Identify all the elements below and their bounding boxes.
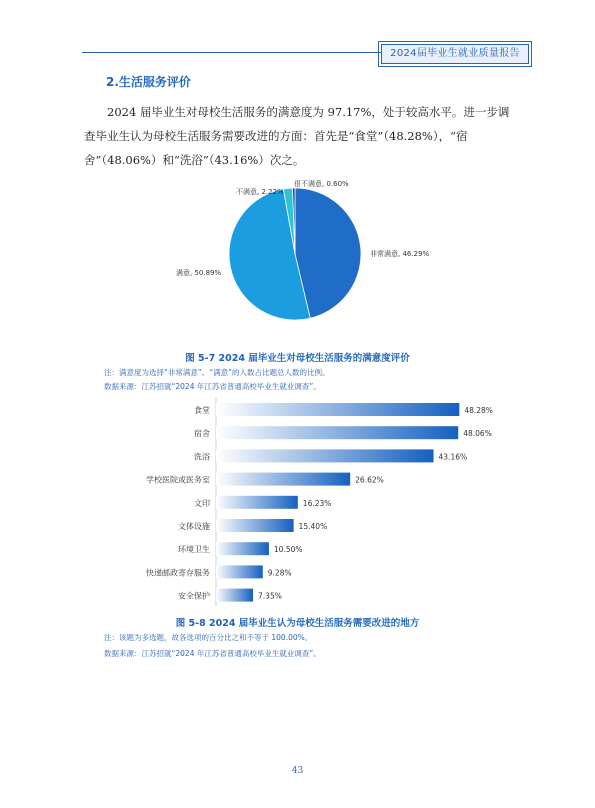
improvement-bar-chart bbox=[100, 398, 530, 608]
bar-category-label-3: 学校医院或医务室 bbox=[146, 475, 210, 485]
bar-1 bbox=[216, 426, 458, 439]
pie-label-1: 满意, 50.89% bbox=[176, 269, 222, 277]
bar-value-label-3: 26.62% bbox=[355, 475, 384, 485]
bar-6 bbox=[216, 542, 269, 555]
bar-category-label-4: 文印 bbox=[194, 498, 210, 508]
bar-value-label-0: 48.28% bbox=[464, 406, 493, 415]
figure-5-8-caption: 图 5-8 2024 届毕业生认为母校生活服务需要改进的地方 bbox=[175, 618, 420, 629]
bar-7 bbox=[216, 565, 263, 578]
bar-category-label-2: 洗浴 bbox=[194, 452, 210, 462]
bar-category-label-1: 宿舍 bbox=[194, 429, 210, 439]
bar-value-label-2: 43.16% bbox=[438, 452, 468, 462]
pie-label-2: 不满意, 2.22% bbox=[236, 188, 284, 196]
figure-5-7-source: 数据来源：江苏招就“2024 年江苏省普通高校毕业生就业调查”。 bbox=[104, 382, 321, 391]
bar-4 bbox=[216, 496, 298, 509]
bar-category-label-7: 快递邮政寄存服务 bbox=[146, 568, 210, 578]
bar-value-label-4: 16.23% bbox=[302, 498, 332, 508]
figure-5-7-note: 注：满意度为选择“非常满意”、“满意”的人数占比题总人数的比例。 bbox=[104, 368, 330, 377]
body-paragraph: 2024 届毕业生对母校生活服务的满意度为 97.17%，处于较高水平。进一步调查毕业生认为母校生活服务需要改进的方面：首先是“食堂”（48.28%），“宿舍”（48.06%）和“洗浴”（43.16%）次之。 bbox=[84, 105, 510, 167]
bar-category-label-5: 文体设施 bbox=[178, 522, 210, 531]
bar-3 bbox=[216, 473, 350, 486]
bar-value-label-8: 7.35% bbox=[258, 591, 282, 601]
figure-5-8-source: 数据来源：江苏招就“2024 年江苏省普通高校毕业生就业调查”。 bbox=[104, 649, 321, 658]
pie-label-3: 很不满意, 0.60% bbox=[294, 180, 349, 188]
bar-5 bbox=[216, 519, 294, 532]
bar-category-label-6: 环境卫生 bbox=[178, 545, 210, 555]
bar-category-label-0: 食堂 bbox=[194, 406, 210, 415]
bar-0 bbox=[216, 403, 459, 416]
section-title: 2.生活服务评价 bbox=[106, 75, 191, 89]
bar-value-label-1: 48.06% bbox=[463, 429, 492, 439]
header-rule bbox=[82, 52, 382, 53]
bar-value-label-7: 9.28% bbox=[267, 568, 292, 578]
bar-category-label-8: 安全保护 bbox=[178, 591, 210, 601]
figure-5-8-note: 注：该题为多选题，故各选项的百分比之和不等于 100.00%。 bbox=[104, 633, 313, 642]
report-header: 2024届毕业生就业质量报告 bbox=[381, 44, 529, 64]
bar-2 bbox=[216, 449, 434, 462]
bar-8 bbox=[216, 589, 253, 602]
bar-value-label-6: 10.50% bbox=[273, 545, 303, 555]
figure-5-7-caption: 图 5-7 2024 届毕业生对母校生活服务的满意度评价 bbox=[185, 353, 410, 364]
page-number: 43 bbox=[291, 766, 304, 776]
satisfaction-pie-chart bbox=[140, 174, 460, 334]
bar-value-label-5: 15.40% bbox=[298, 522, 328, 531]
pie-label-0: 非常满意, 46.29% bbox=[370, 250, 430, 258]
